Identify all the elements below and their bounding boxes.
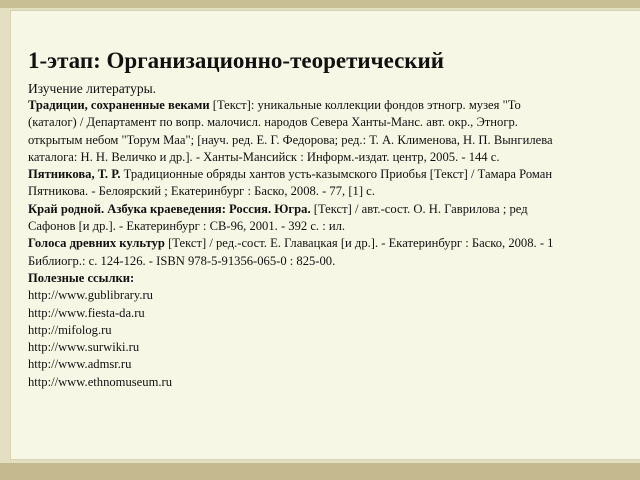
link-gublibrary[interactable]: http://www.gublibrary.ru — [28, 288, 153, 303]
intro-text: Изучение литературы. — [28, 81, 157, 96]
reference-text: открытым небом "Торум Маа"; [науч. ред. Е. Г. Федорова; ред.: Т. А. Клименова, Н. П. Вынгилева — [28, 132, 553, 147]
links-heading-text: Полезные ссылки: — [28, 270, 135, 285]
reference-item — [28, 97, 640, 114]
reference-text: Сафонов [и др.]. - Екатеринбург : СВ-96, 2001. - 392 с. : ил. — [28, 219, 346, 234]
link-ethnomuseum[interactable]: http://www.ethnomuseum.ru — [28, 374, 172, 389]
reference-item — [28, 201, 640, 218]
reference-item — [28, 235, 640, 252]
slide-title: 1-этап: Организационно-теоретический — [28, 48, 445, 73]
reference-item — [28, 166, 640, 183]
reference-text: [Текст] / авт.-сост. О. Н. Гаврилова ; ред — [310, 201, 528, 216]
reference-title: Край родной. Азбука краеведения: Россия. Югра. — [28, 201, 311, 216]
top-decor-bar — [0, 0, 640, 8]
reference-title: Голоса древних культур — [28, 236, 165, 251]
link-admsr[interactable]: http://www.admsr.ru — [28, 357, 132, 372]
link-mifolog[interactable]: http://mifolog.ru — [28, 322, 112, 337]
reference-text: [Текст]: уникальные коллекции фондов этногр. музея "То — [209, 98, 521, 112]
link-surwiki[interactable]: http://www.surwiki.ru — [28, 340, 140, 355]
reference-title: Пятникова, Т. Р. — [28, 167, 121, 182]
reference-title: Традиции, сохраненные веками — [28, 98, 210, 112]
slide-content — [28, 48, 640, 391]
reference-text: (каталог) / Департамент по вопр. малочисл. народов Севера Ханты-Манс. авт. окр., Этногр. — [28, 115, 518, 130]
bottom-decor-bar — [0, 463, 640, 480]
link-fiesta-da[interactable]: http://www.fiesta-da.ru — [28, 305, 145, 320]
reference-text: [Текст] / ред.-сост. Е. Главацкая [и др.]. - Екатеринбург : Баско, 2008. - 1 — [164, 236, 554, 251]
reference-text: Библиогр.: с. 124-126. - ISBN 978-5-91356-065-0 : 825-00. — [28, 253, 336, 268]
reference-text: каталога: Н. Н. Величко и др.]. - Ханты-Мансийск : Информ.-издат. центр, 2005. - 144 с. — [28, 149, 500, 164]
reference-text: Пятникова. - Белоярский ; Екатеринбург : Баско, 2008. - 77, [1] с. — [28, 184, 375, 199]
reference-text: Традиционные обряды хантов усть-казымского Приобья [Текст] / Тамара Роман — [120, 167, 553, 182]
links-heading — [28, 270, 640, 287]
